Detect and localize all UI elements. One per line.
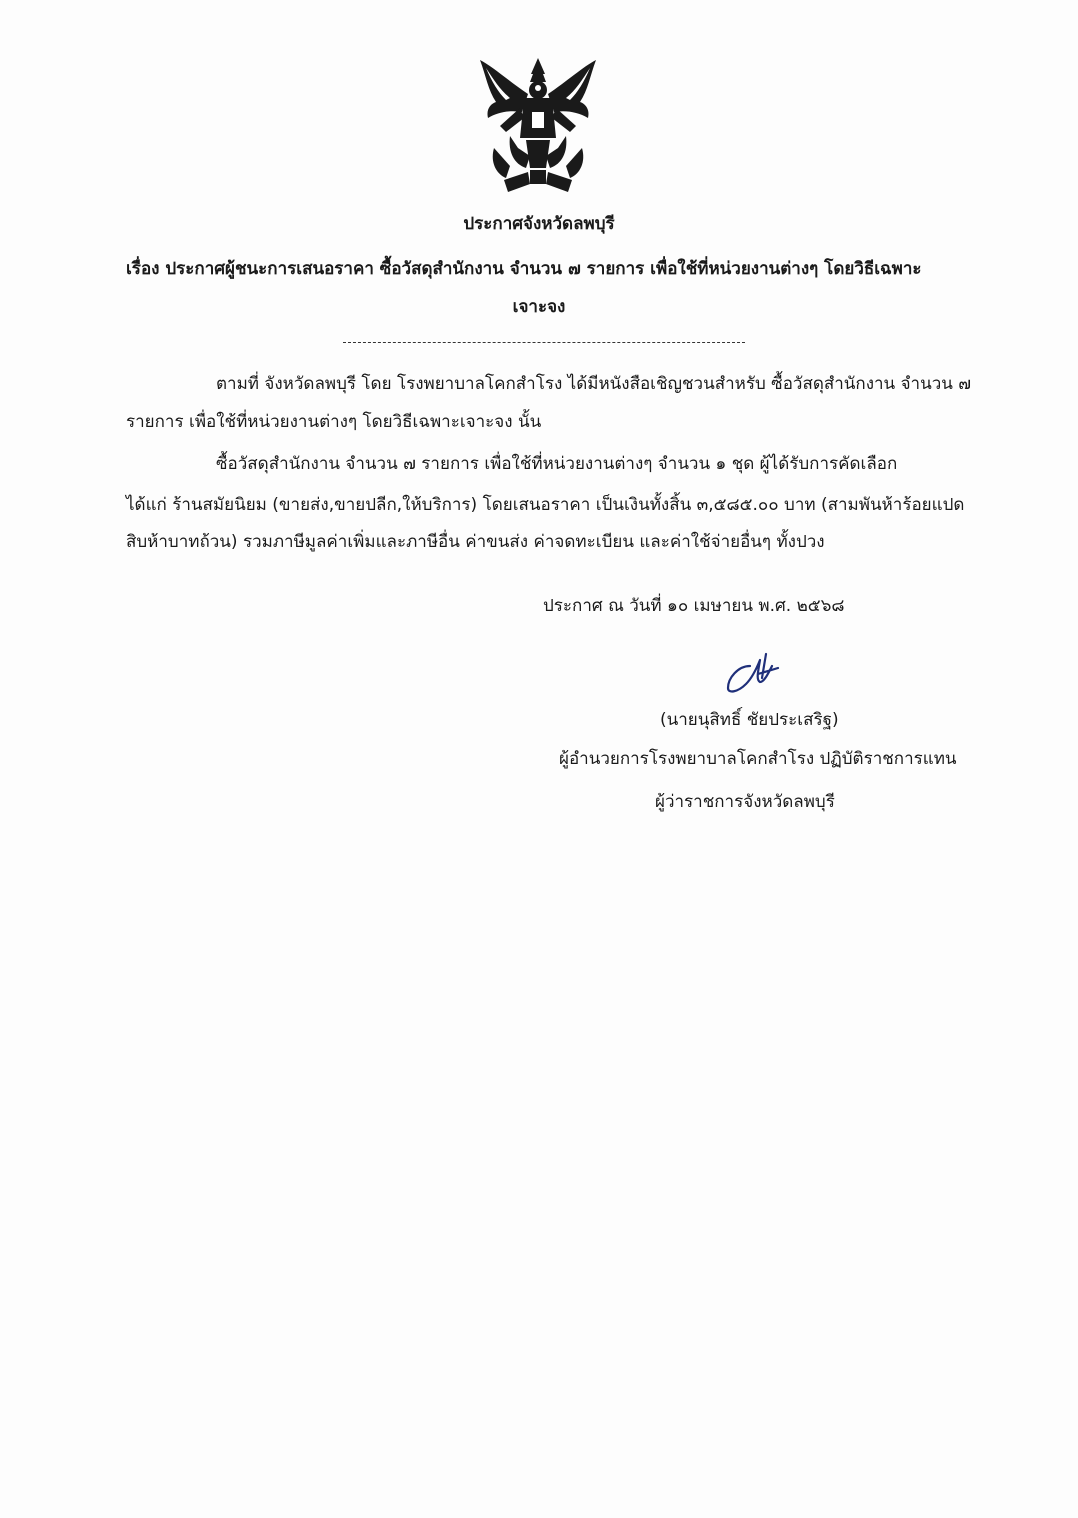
garuda-emblem-icon bbox=[470, 52, 606, 202]
paragraph-1-line-1: ตามที่ จังหวัดลพบุรี โดย โรงพยาบาลโคกสำโรง ได้มีหนังสือเชิญชวนสำหรับ ซื้อวัสดุสำนักงาน จำนวน ๗ bbox=[216, 374, 972, 394]
subject-line-1: เรื่อง ประกาศผู้ชนะการเสนอราคา ซื้อวัสดุสำนักงาน จำนวน ๗ รายการ เพื่อใช้ที่หน่วยงานต่างๆ โดยวิธีเฉพาะ bbox=[126, 259, 922, 279]
subject-line-2: เจาะจง bbox=[512, 297, 566, 317]
document-title: ประกาศจังหวัดลพบุรี bbox=[463, 214, 615, 234]
signatory-position-2: ผู้ว่าราชการจังหวัดลพบุรี bbox=[655, 792, 835, 812]
paragraph-2-line-3: สิบห้าบาทถ้วน) รวมภาษีมูลค่าเพิ่มและภาษีอื่น ค่าขนส่ง ค่าจดทะเบียน และค่าใช้จ่ายอื่นๆ ทั้งปวง bbox=[126, 532, 825, 552]
announcement-date: ประกาศ ณ วันที่ ๑๐ เมษายน พ.ศ. ๒๕๖๘ bbox=[543, 596, 845, 616]
handwritten-signature bbox=[722, 648, 780, 696]
signatory-name: (นายนุสิทธิ์ ชัยประเสริฐ) bbox=[660, 710, 839, 730]
paragraph-1-line-2: รายการ เพื่อใช้ที่หน่วยงานต่างๆ โดยวิธีเฉพาะเจาะจง นั้น bbox=[126, 412, 542, 432]
paragraph-2-line-1: ซื้อวัสดุสำนักงาน จำนวน ๗ รายการ เพื่อใช้ที่หน่วยงานต่างๆ จำนวน ๑ ชุด ผู้ได้รับการคัดเลือก bbox=[216, 454, 898, 474]
paragraph-2-line-2: ได้แก่ ร้านสมัยนิยม (ขายส่ง,ขายปลีก,ให้บริการ) โดยเสนอราคา เป็นเงินทั้งสิ้น ๓,๕๘๕.๐๐ บาท (สามพันห้าร้อยแปด bbox=[126, 495, 965, 515]
signatory-position-1: ผู้อำนวยการโรงพยาบาลโคกสำโรง ปฏิบัติราชการแทน bbox=[559, 749, 957, 769]
section-divider bbox=[343, 342, 745, 343]
